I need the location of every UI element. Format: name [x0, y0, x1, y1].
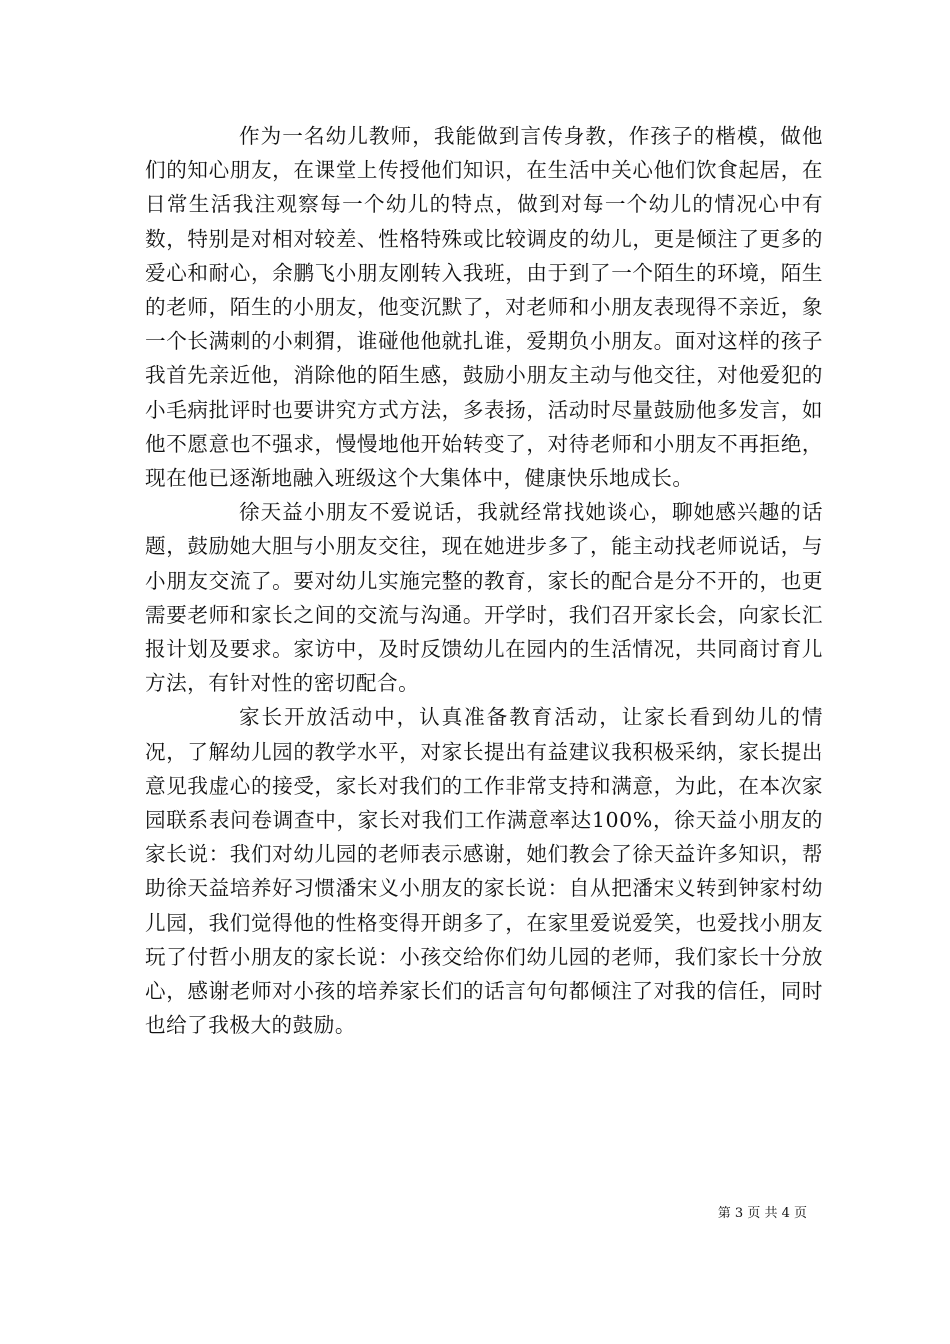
- paragraph-1: 作为一名幼儿教师，我能做到言传身教，作孩子的楷模，做他们的知心朋友，在课堂上传授他们知识，在生活中关心他们饮食起居，在日常生活我注观察每一个幼儿的特点，做到对每一个幼儿的情况心中有数，特别是对相对较差、性格特殊或比较调皮的幼儿，更是倾注了更多的爱心和耐心，余鹏飞小朋友刚转入我班，由于到了一个陌生的环境，陌生的老师，陌生的小朋友，他变沉默了，对老师和小朋友表现得不亲近，象一个长满刺的小刺猬，谁碰他他就扎谁，爱期负小朋友。面对这样的孩子我首先亲近他，消除他的陌生感，鼓励小朋友主动与他交往，对他爱犯的小毛病批评时也要讲究方式方法，多表扬，活动时尽量鼓励他多发言，如他不愿意也不强求，慢慢地他开始转变了，对待老师和小朋友不再拒绝，现在他已逐渐地融入班级这个大集体中，健康快乐地成长。: [145, 124, 823, 491]
- paragraph-3: 家长开放活动中，认真准备教育活动，让家长看到幼儿的情况，了解幼儿园的教学水平，对家长提出有益建议我积极采纳，家长提出意见我虚心的接受，家长对我们的工作非常支持和满意，为此，在本次家园联系表问卷调查中，家长对我们工作满意率达100%，徐天益小朋友的家长说：我们对幼儿园的老师表示感谢，她们教会了徐天益许多知识，帮助徐天益培养好习惯潘宋义小朋友的家长说：自从把潘宋义转到钟家村幼儿园，我们觉得他的性格变得开朗多了，在家里爱说爱笑，也爱找小朋友玩了付哲小朋友的家长说：小孩交给你们幼儿园的老师，我们家长十分放心，感谢老师对小孩的培养家长们的话言句句都倾注了对我的信任，同时也给了我极大的鼓励。: [145, 705, 823, 1038]
- page-number: 第 3 页 共 4 页: [717, 1206, 807, 1221]
- body-text: [145, 119, 823, 1042]
- paragraph-2: 徐天益小朋友不爱说话，我就经常找她谈心，聊她感兴趣的话题，鼓励她大胆与小朋友交往，现在她进步多了，能主动找老师说话，与小朋友交流了。要对幼儿实施完整的教育，家长的配合是分不开的，也更需要老师和家长之间的交流与沟通。开学时，我们召开家长会，向家长汇报计划及要求。家访中，及时反馈幼儿在园内的生活情况，共同商讨育儿方法，有针对性的密切配合。: [145, 500, 823, 696]
